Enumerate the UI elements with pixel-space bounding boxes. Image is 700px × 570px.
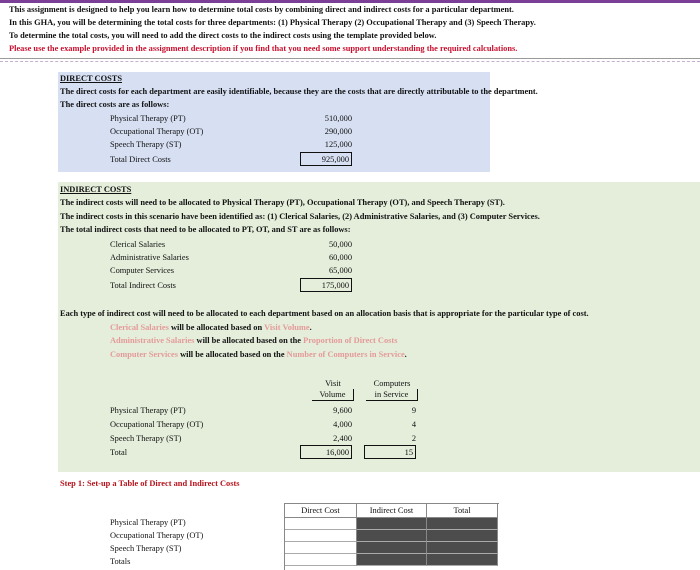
direct-total-label: Total Direct Costs <box>110 155 171 164</box>
step1-row-label: Speech Therapy (ST) <box>110 544 182 553</box>
allocation-basis: Proportion of Direct Costs <box>303 336 398 345</box>
basis-visit-value: 9,600 <box>333 406 352 415</box>
allocation-rule-clerical: Clerical Salaries will be allocated based on Visit Volume. <box>110 323 312 332</box>
basis-visit-value: 4,000 <box>333 420 352 429</box>
allocation-rule-administrative: Administrative Salaries will be allocated based on the Proportion of Direct Costs <box>110 336 398 345</box>
indirect-costs-heading: INDIRECT COSTS <box>60 185 132 194</box>
direct-row-label: Speech Therapy (ST) <box>110 140 182 149</box>
indirect-total-value: 175,000 <box>300 278 352 292</box>
direct-cost-header: Direct Cost <box>285 504 357 518</box>
basis-computers-value: 9 <box>411 406 416 415</box>
direct-row-value: 510,000 <box>324 114 352 123</box>
allocation-basis: Visit Volume <box>264 323 310 332</box>
basis-total-computers: 15 <box>364 445 416 459</box>
indirect-costs-desc-1: The indirect costs will need to be allocated to Physical Therapy (PT), Occupational Therapy (OT), and Speech Therapy (ST). <box>60 198 505 207</box>
direct-costs-desc-1: The direct costs for each department are easily identifiable, because they are the costs that are directly attributable to the department. <box>60 87 538 96</box>
basis-row-label: Physical Therapy (PT) <box>110 406 186 415</box>
indirect-total-label: Total Indirect Costs <box>110 281 176 290</box>
basis-computers-value: 4 <box>411 420 416 429</box>
indirect-cost-cell[interactable] <box>357 530 427 542</box>
total-cell[interactable] <box>427 518 498 530</box>
direct-cost-cell[interactable] <box>285 518 357 530</box>
total-cell[interactable] <box>427 554 498 566</box>
direct-row-label: Physical Therapy (PT) <box>110 114 186 123</box>
indirect-costs-desc-2: The indirect costs in this scenario have been identified as: (1) Clerical Salaries, (2) Administrative Salaries, and (3) Computer Services. <box>60 212 540 221</box>
intro-line-2: In this GHA, you will be determining the total costs for three departments: (1) Physical Therapy (2) Occupational Therapy and (3) Speech Therapy. <box>9 18 536 27</box>
allocation-cost-name: Administrative Salaries <box>110 336 195 345</box>
total-cell[interactable] <box>427 542 498 554</box>
basis-total-visit: 16,000 <box>300 445 352 459</box>
intro-line-3: To determine the total costs, you will need to add the direct costs to the indirect costs using the template provided below. <box>9 31 437 40</box>
indirect-row-value: 65,000 <box>328 266 352 275</box>
indirect-cost-cell[interactable] <box>357 542 427 554</box>
direct-total-value: 925,000 <box>300 152 352 166</box>
allocation-rule-computer: Computer Services will be allocated based on the Number of Computers in Service. <box>110 350 407 359</box>
indirect-row-label: Administrative Salaries <box>110 253 189 262</box>
direct-costs-desc-2: The direct costs are as follows: <box>60 100 170 109</box>
step1-row-label: Totals <box>110 557 131 566</box>
indirect-cost-cell[interactable] <box>357 518 427 530</box>
step1-row-label: Physical Therapy (PT) <box>110 518 186 527</box>
step1-row-label: Occupational Therapy (OT) <box>110 531 204 540</box>
direct-row-value: 125,000 <box>324 140 352 149</box>
intro-line-4: Please use the example provided in the assignment description if you find that you need some support understanding the required calculations. <box>9 44 518 53</box>
direct-row-label: Occupational Therapy (OT) <box>110 127 204 136</box>
indirect-row-label: Clerical Salaries <box>110 240 166 249</box>
direct-cost-cell[interactable] <box>285 542 357 554</box>
intro-section <box>0 3 700 59</box>
indirect-row-value: 50,000 <box>328 240 352 249</box>
step1-table <box>284 503 499 570</box>
section-divider <box>0 61 700 62</box>
indirect-row-value: 60,000 <box>328 253 352 262</box>
direct-costs-heading: DIRECT COSTS <box>60 74 122 83</box>
intro-line-1: This assignment is designed to help you learn how to determine total costs by combining direct and indirect costs for a particular department. <box>9 5 514 14</box>
indirect-cost-cell[interactable] <box>357 554 427 566</box>
allocation-intro: Each type of indirect cost will need to be allocated to each department based on an allocation basis that is appropriate for the particular type of cost. <box>60 309 589 318</box>
direct-cost-cell[interactable] <box>285 554 357 566</box>
allocation-cost-name: Clerical Salaries <box>110 323 169 332</box>
visit-volume-header: Visit Volume <box>312 378 354 401</box>
basis-visit-value: 2,400 <box>333 434 352 443</box>
direct-cost-cell[interactable] <box>285 530 357 542</box>
basis-total-label: Total <box>110 448 128 457</box>
basis-row-label: Occupational Therapy (OT) <box>110 420 204 429</box>
total-cell[interactable] <box>427 530 498 542</box>
step1-title: Step 1: Set-up a Table of Direct and Indirect Costs <box>60 479 240 488</box>
indirect-costs-desc-3: The total indirect costs that need to be allocated to PT, OT, and ST are as follows: <box>60 225 351 234</box>
direct-row-value: 290,000 <box>324 127 352 136</box>
basis-row-label: Speech Therapy (ST) <box>110 434 182 443</box>
total-header: Total <box>427 504 498 518</box>
computers-in-service-header: Computers in Service <box>366 378 418 401</box>
allocation-basis: Number of Computers in Service <box>286 350 405 359</box>
basis-computers-value: 2 <box>411 434 416 443</box>
indirect-cost-header: Indirect Cost <box>357 504 427 518</box>
indirect-row-label: Computer Services <box>110 266 174 275</box>
allocation-cost-name: Computer Services <box>110 350 178 359</box>
